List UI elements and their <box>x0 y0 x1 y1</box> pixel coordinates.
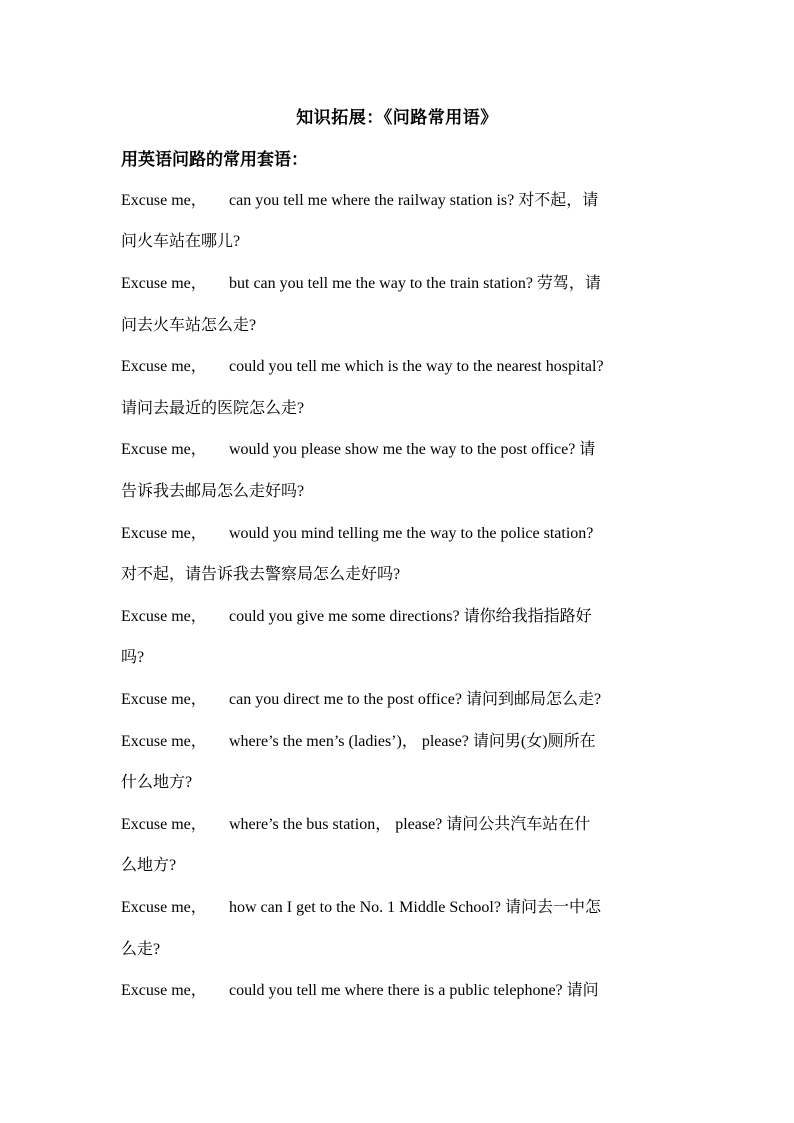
phrase-intro: Excuse me， <box>121 816 207 833</box>
phrase-line-10 <box>121 894 681 922</box>
phrase-continuation-2: 问去火车站怎么走? <box>121 317 257 334</box>
phrase-line-1 <box>121 187 681 215</box>
phrase-text: where’s the bus station， please? 请问公共汽车站在什 <box>229 816 591 833</box>
phrase-intro: Excuse me， <box>121 608 207 625</box>
phrase-continuation-3: 请问去最近的医院怎么走? <box>121 400 305 417</box>
phrase-text: could you tell me where there is a public telephone? 请问 <box>229 982 599 999</box>
phrase-line-7 <box>121 686 681 714</box>
document-title: 知识拓展：《问路常用语》 <box>296 108 498 127</box>
phrase-text: would you please show me the way to the post office? 请 <box>229 441 596 458</box>
phrase-text: where’s the men’s (ladies’)， please? 请问男(女)厕所在 <box>229 733 596 750</box>
phrase-text: how can I get to the No. 1 Middle School? 请问去一中怎 <box>229 899 601 916</box>
phrase-intro: Excuse me， <box>121 982 207 999</box>
phrase-line-9 <box>121 811 681 839</box>
phrase-continuation-5: 对不起，请告诉我去警察局怎么走好吗? <box>121 566 401 583</box>
document-subtitle: 用英语问路的常用套语： <box>121 150 308 169</box>
phrase-text: can you direct me to the post office? 请问到邮局怎么走? <box>229 691 602 708</box>
phrase-intro: Excuse me， <box>121 275 207 292</box>
phrase-intro: Excuse me， <box>121 899 207 916</box>
phrase-text: but can you tell me the way to the train station? 劳驾，请 <box>229 275 601 292</box>
phrase-intro: Excuse me， <box>121 733 207 750</box>
phrase-continuation-6: 吗? <box>121 649 145 666</box>
phrase-line-5 <box>121 520 681 548</box>
phrase-line-8 <box>121 728 681 756</box>
phrase-line-4 <box>121 436 681 464</box>
phrase-text: could you give me some directions? 请你给我指指路好 <box>229 608 592 625</box>
phrase-intro: Excuse me， <box>121 525 207 542</box>
phrase-intro: Excuse me， <box>121 358 207 375</box>
phrase-continuation-1: 问火车站在哪儿? <box>121 233 241 250</box>
phrase-line-3 <box>121 353 681 381</box>
phrase-continuation-4: 告诉我去邮局怎么走好吗? <box>121 483 305 500</box>
phrase-continuation-9: 么地方? <box>121 857 177 874</box>
phrase-intro: Excuse me， <box>121 192 207 209</box>
phrase-line-11 <box>121 977 681 1005</box>
phrase-intro: Excuse me， <box>121 441 207 458</box>
phrase-text: would you mind telling me the way to the police station? <box>229 525 594 542</box>
phrase-intro: Excuse me， <box>121 691 207 708</box>
phrase-text: can you tell me where the railway station is? 对不起，请 <box>229 192 599 209</box>
phrase-line-6 <box>121 603 681 631</box>
phrase-continuation-8: 什么地方? <box>121 774 193 791</box>
phrase-line-2 <box>121 270 681 298</box>
phrase-text: could you tell me which is the way to the nearest hospital? <box>229 358 604 375</box>
phrase-continuation-10: 么走? <box>121 941 161 958</box>
